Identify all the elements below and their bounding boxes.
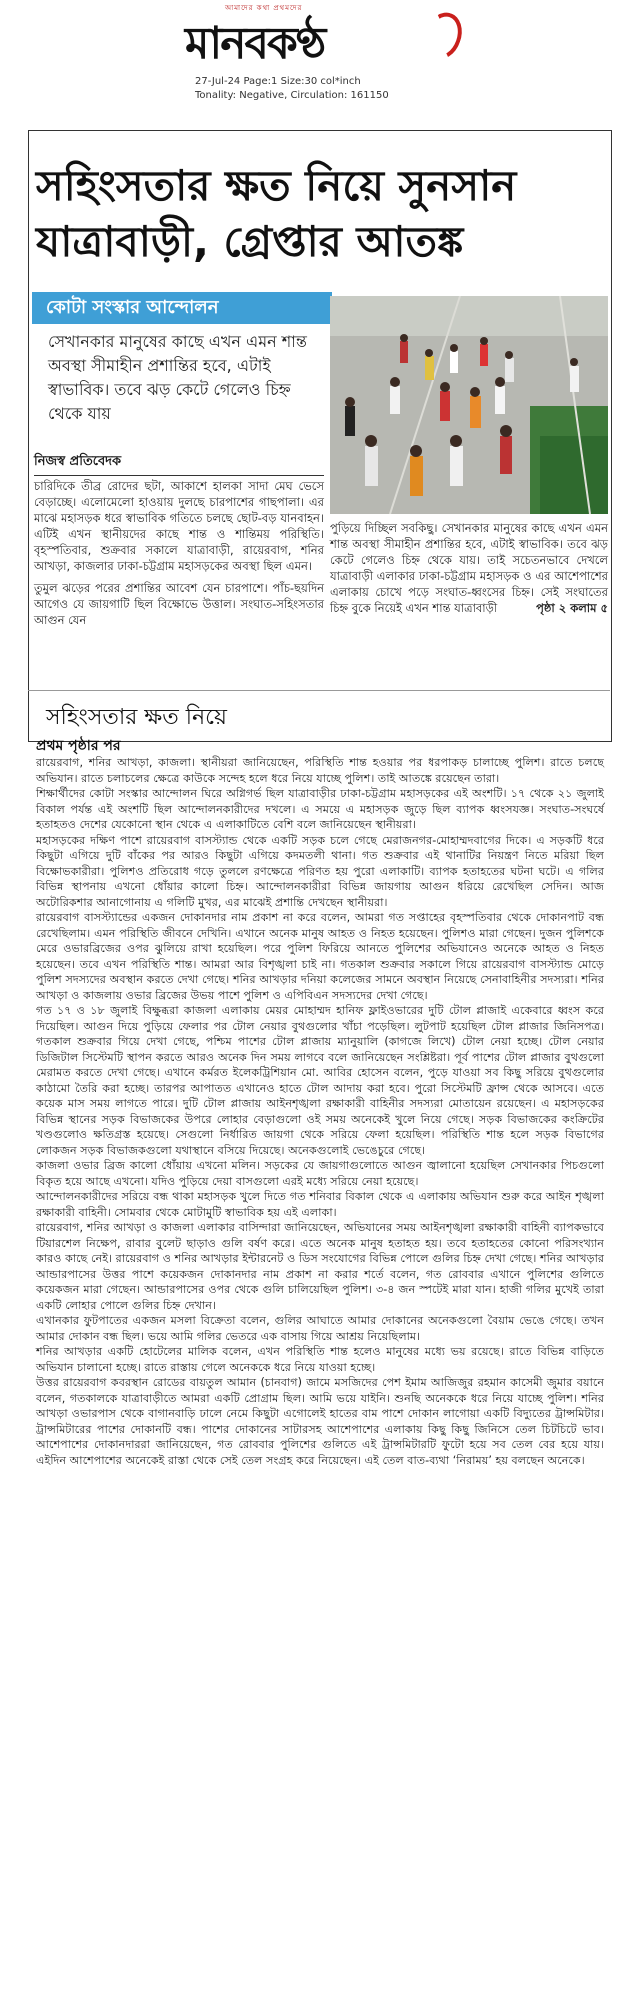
article-right-column (330, 520, 608, 616)
continuation-paragraph: রায়েরবাগ বাসস্ট্যান্ডের একজন দোকানদার নাম প্রকাশ না করে বলেন, আমরা গত সপ্তাহের বৃহস্পতিবার থেকে দোকানপাট বন্ধ রেখেছিলাম। এমন পরিস্থিতি জীবনে দেখিনি। এখানে অনেক মানুষ আহত ও নিহত হয়েছেন। পুলিশও মারা গেছেন। দুজন পুলিশকে মেরে ওভারব্রিজের ওপর ঝুলিয়ে রাখা হয়েছিল। পরে পুলিশ ফিরিয়ে আনতে পুলিশের অভিযানেও অনেকে আহত ও নিহত হয়েছেন। তবে এখন পরিস্থিতি শান্ত। আমরা আর বিশৃঙ্খলা চাই না। গতকাল শুক্রবার সকালে গিয়ে রায়েরবাগ বাসস্ট্যান্ড মোড়ে পুলিশ সদস্যদের অবস্থান করতে দেখা গেছে। শনির আখড়ার দনিয়া কলেজের সামনে অবস্থান নিয়েছে সেনাবাহিনীর সদস্যরা। শনির আখড়া ও কাজলায় ওভার ব্রিজের উভয় পাশে পুলিশ ও এপিবিএন সদস্যদের দেখা গেছে। (36, 911, 604, 1002)
continuation-paragraph: আন্দোলনকারীদের সরিয়ে বন্ধ থাকা মহাসড়ক খুলে দিতে গত শনিবার বিকাল থেকে এ এলাকায় অভিযান শুরু করে আইন শৃঙ্খলা রক্ষাকারী বাহিনী। সোমবার থেকে মোটামুটি স্বাভাবিক হয় এই এলাকা। (36, 1190, 604, 1219)
clip-meta-line1: 27-Jul-24 Page:1 Size:30 col*inch (195, 76, 361, 87)
kicker-label: কোটা সংস্কার আন্দোলন (32, 292, 332, 324)
continuation-body (36, 755, 604, 1468)
continued-on-page: পৃষ্ঠা ২ কলাম ৫ (536, 601, 608, 615)
crowd-photo (330, 296, 608, 514)
continuation-paragraph: শিক্ষার্থীদের কোটা সংস্কার আন্দোলন ঘিরে অগ্নিগর্ভ ছিল যাত্রাবাড়ীর ঢাকা-চট্টগ্রাম মহাসড়কের এই অংশটি। ১৭ থেকে ২১ জুলাই বিকাল পর্যন্ত এই অংশটি ছিল আন্দোলনকারীদের দখলে। এ সময়ে এ মহাসড়ক জুড়ে ছিল ব্যাপক ধ্বংসযজ্ঞ। সংঘাত-সংঘর্ষে হতাহতও দেশের যেকোনো স্থান থেকে এ এলাকাটিতে বেশি বলে জানিয়েছেন স্থানীয়রা। (36, 787, 604, 831)
masthead-tagline: আমাদের কথা প্রথমদের (225, 4, 303, 12)
continuation-paragraph: রায়েরবাগ, শনির আখড়া, কাজলা। স্থানীয়রা জানিয়েছেন, পরিস্থিতি শান্ত হওয়ার পর ধরপাকড় চালাচ্ছে পুলিশ। রাতে চলছে অভিযান। রাতে চলাচলের ক্ষেত্রে কাউকে সন্দেহ হলে ধরে নিয়ে যাচ্ছে পুলিশ। তাই আতঙ্কে রয়েছেন তারা। (36, 756, 604, 785)
clip-meta-line2: Tonality: Negative, Circulation: 161150 (195, 90, 389, 101)
article-deck: সেখানকার মানুষের কাছে এখন এমন শান্ত অবস্থা সীমাহীন প্রশান্তির হবে, এটাই স্বাভাবিক। তবে ঝড় কেটে গেলেও চিহ্ন থেকে যায় (48, 332, 307, 423)
reporter-byline: নিজস্ব প্রতিবেদক (34, 452, 324, 476)
headline-line-1: সহিংসতার ক্ষত নিয়ে সুনসান (36, 161, 517, 210)
continuation-paragraph: এখানকার ফুটপাতের একজন মসলা বিক্রেতা বলেন, গুলির আঘাতে আমার দোকানের অনেকগুলো বৈয়াম ভেঙে গেছে। তখন আমার দোকান বন্ধ ছিল। ভয়ে আমি গলির ভেতরে এক বাসায় গিয়ে আশ্রয় নিয়েছিলাম। (36, 1314, 604, 1343)
body-paragraph: তুমুল ঝড়ের পরের প্রশান্তির আবেশ যেন চারপাশে। পাঁচ-ছয়দিন আগেও যে জায়গাটি ছিল বিক্ষোভে উত্তাল। সংঘাত-সহিংসতার আগুন যেন (34, 581, 324, 627)
section-divider (28, 690, 610, 691)
continuation-paragraph: শনির আখড়ার একটি হোটেলের মালিক বলেন, এখন পরিস্থিতি শান্ত হলেও মানুষের মধ্যে ভয় রয়েছে। রাতে বিভিন্ন বাড়িতে অভিযান চালানো হচ্ছে। রাতে রাস্তায় গেলে অনেককে ধরে নিয়ে যাওয়া হচ্ছে। (36, 1345, 604, 1374)
continuation-subtitle: প্রথম পৃষ্ঠার পর (36, 738, 121, 754)
continuation-paragraph: উত্তর রায়েরবাগ কবরস্থান রোডের বায়তুল আমান (চানবাগ) জামে মসজিদের পেশ ইমাম আজিজুর রহমান কাসেমী জুমার বয়ানে বলেন, গতকালকে যাত্রাবাড়ীতে আমরা একটি প্রোগ্রাম ছিল। আমি ভয়ে যাইনি। শুনছি অনেককে ধরে নিয়ে যাচ্ছে পুলিশ। শনির আখড়া ওভারপাস থেকে বাগানবাড়ি ঢালে নেমে কিছুটা এগোলেই হাতের বাম পাশে দোকান লাগোয়া একটি বিদ্যুতের ট্রান্সমিটার। ট্রান্সমিটারের পাশের দোকানটি বন্ধ। পাশের দোকানের সাটারসহ আশেপাশের এলাকায় কিছু কিছু জিনিসে তেল চিটচিটে ভাব। আশেপাশের দোকানদাররা জানিয়েছেন, গত রোববার পুলিশের গুলিতে এই ট্রান্সমিটারটি ফুটো হয়ে সব তেল বের হয়ে যায়। এইদিন আশেপাশের অনেকেই রাস্তা থেকে সেই তেল সংগ্রহ করে নিয়েছেন। এই তেল বাত-ব্যথা ‘নিরাময়’ হয় বলছেন অনেকে। (36, 1376, 604, 1467)
continuation-paragraph: রায়েরবাগ, শনির আখড়া ও কাজলা এলাকার বাসিন্দারা জানিয়েছেন, অভিযানের সময় আইনশৃঙ্খলা রক্ষাকারী বাহিনী ব্যাপকভাবে টিয়ারশেল নিক্ষেপ, রাবার বুলেট ছাড়াও গুলি বর্ষণ করে। এতে অনেক মানুষ হতাহত হয়। তবে হতাহতের কোনো পরিসংখ্যান কারও কাছে নেই। রায়েরবাগ ও শনির আখড়ার ইন্টারনেট ও ডিস সংযোগের বিভিন্ন পোলে গুলির চিহ্ন দেখা গেছে। শনির আখড়ার আন্ডারপাসের উত্তর পাশে কয়েকজন দোকানদার নাম প্রকাশ না করার শর্তে বলেন, গত রোববার এখানে পুলিশের গুলিতে কয়েকজন মারা গেছেন। আন্ডারপাসের ওপর থেকে গুলি চালিয়েছিল পুলিশ। ৩-৪ জন স্পটেই মারা যান। হাজী গলির মুখেই তারা একটি লোহার পোলে গুলির চিহ্ন দেখান। (36, 1221, 604, 1312)
right-column-text: পুড়িয়ে দিচ্ছিল সবকিছু। সেখানকার মানুষের কাছে এখন এমন শান্ত অবস্থা সীমাহীন প্রশান্তির হবে, এটাই স্বাভাবিক। তবে ঝড় কেটে গেলেও চিহ্ন থেকে যায়। তাই সচেতনভাবে দেখলে যাত্রাবাড়ী এলাকার ঢাকা-চট্টগ্রাম মহাসড়ক ও এর আশেপাশের এলাকায় চোখে পড়ে সংঘাত-ধ্বংসের চিহ্ন। সেই সংঘাতের চিহ্ন বুকে নিয়েই এখন শান্ত যাত্রাবাড়ী (330, 521, 608, 615)
headline-line-2: যাত্রাবাড়ী, গ্রেপ্তার আতঙ্ক (36, 217, 464, 266)
article-body-column (34, 478, 324, 634)
continuation-paragraph: গত ১৭ ও ১৮ জুলাই বিক্ষুব্ধরা কাজলা এলাকায় মেয়র মোহাম্মদ হানিফ ফ্লাইওভারের দুটি টোল প্লাজাই একেবারে ধ্বংস করে দিয়েছিল। আগুন দিয়ে পুড়িয়ে ফেলার পর টোল নেয়ার বুথগুলোর খাঁচা পড়েছিল। লুটপাট হয়েছিল টোল প্লাজার জিনিসপত্র। গতকাল শুক্রবার গিয়ে দেখা গেছে, পশ্চিম পাশের টোল প্লাজায় ম্যানুয়ালি (কাগজে লিখে) টোল নেয়া হচ্ছে। টোল নেয়ার ডিজিটাল সিস্টেমটি স্থাপন করতে আরও অনেক দিন সময় লাগবে বলে জানিয়েছেন সংশ্লিষ্টরা। পূর্ব পাশের টোল প্লাজার বুথগুলো মেরামত করতে দেখা গেছে। এখানে কর্মরত ইলেকট্রিশিয়ান মো. আবির হোসেন বলেন, পুড়ে যাওয়া সব কিছু সরিয়ে বুথগুলোর কাঠামো তৈরি করা হচ্ছে। তারপর আপাতত এখানেও হাতে টোল আদায় করা হবে। পুরো সিস্টেমটি ফ্রান্স থেকে আসবে। এতে কয়েক মাস সময় লাগতে পারে। দুটি টোল প্লাজায় আইনশৃঙ্খলা রক্ষাকারী বাহিনীর সদস্যরা মোতায়েন রয়েছেন। এ মহাসড়কের বিভিন্ন স্থানের সড়ক বিভাজকের উপরে লোহার বেড়াগুলো ওই সময় অনেকেই খুলে নিয়ে গেছে। সড়ক বিভাজকের কংক্রিটের খণ্ডগুলোও ক্ষতিগ্রস্ত হয়েছে। সেগুলো নির্ধারিত জায়গা থেকে সরিয়ে ফেলা হয়েছিল। পরিস্থিতি শান্ত হলে সড়ক বিভাগের লোকজন সড়ক বিভাজকগুলো যথাস্থানে বসিয়ে দিয়েছে। অনেকগুলোই ভেঙেচুরে গেছে। (36, 1004, 604, 1157)
continuation-paragraph: কাজলা ওভার ব্রিজ কালো ধোঁয়ায় এখনো মলিন। সড়কের যে জায়গাগুলোতে আগুন জ্বালানো হয়েছিল সেখানকার পিচগুলো বিকৃত হয়ে আছে এখনো। যদিও পুড়িয়ে দেয়া বাসগুলো এরই মধ্যে সরিয়ে নেয়া হয়েছে। (36, 1159, 604, 1188)
body-paragraph: চারিদিকে তীব্র রোদের ছটা, আকাশে হালকা সাদা মেঘ ভেসে বেড়াচ্ছে। এলোমেলো হাওয়ায় দুলছে চারপাশের গাছপালা। এর মাঝে মহাসড়ক ধরে স্বাভাবিক গতিতে চলছে ছোট-বড় যানবাহন। এটিই এখন স্থানীয়দের কাছে শান্ত ও শান্তিময় পরিস্থিতি। বৃহস্পতিবার, শুক্রবার সকালে যাত্রাবাড়ী, রায়েরবাগ, শনির আখড়া, কাজলার ঢাকা-চট্টগ্রাম মহাসড়কের অবস্থা ছিল এমন। (34, 479, 324, 573)
newspaper-logo: মানবকণ্ঠ (185, 18, 325, 69)
continuation-title: সহিংসতার ক্ষত নিয়ে (46, 705, 227, 730)
continuation-paragraph: মহাসড়কের দক্ষিণ পাশে রায়েরবাগ বাসস্ট্যান্ড থেকে একটি সড়ক চলে গেছে মেরাজনগর-মোহাম্মদবাগের দিকে। এ সড়কটি ধরে কিছুটা এগিয়ে দুটি বাঁকের পর আরও কিছুটা এগিয়ে কদমতলী থানা। গত শুক্রবার এই থানাটির নিয়ন্ত্রণ নিতে মরিয়া ছিল বিক্ষোভকারীরা। পুলিশও প্রতিরোধ গড়ে তুললে রণক্ষেত্রে পরিণত হয় পুরো এলাকাটি। ব্যাপক হতাহতের ঘটনা ঘটে। এ গলির বিভিন্ন স্থাপনায় এখনো ধোঁয়ার কালো চিহ্ন। আন্দোলনকারীরা বিভিন্ন জায়গায় আগুন ধরিয়ে রেখেছিল সেদিন। আজ অটোরিকশার আনাগোনায় এ গলিটি মুখর, এর মাঝেই প্রশান্তি দেখছেন স্থানীয়রা। (36, 833, 604, 909)
logo-accent-swoosh (418, 7, 468, 64)
